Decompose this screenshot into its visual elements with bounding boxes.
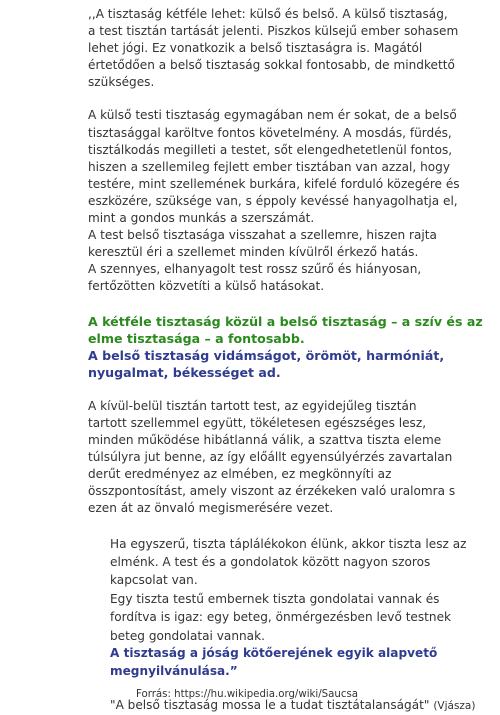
text-line: összpontosítást, amely viszont az érzékeken való uralomra s [88, 484, 456, 499]
text-line: lehet jógi. Ez vonatkozik a belső tisztaságra is. Magától [88, 41, 423, 56]
quote-blue-line: megnyilvánulása.” [110, 663, 238, 678]
source-citation: Forrás: https://hu.wikipedia.org/wiki/Saucsa [136, 689, 359, 700]
text-line: ezen át az önvaló megismerésére vezet. [88, 501, 334, 516]
text-line: derűt eredményez az elmében, ez megkönnyíti az [88, 467, 392, 482]
text-line: hiszen a szellemileg fejlett ember tisztában van azzal, hogy [88, 159, 450, 174]
paragraph-3 [88, 398, 488, 518]
text-line: tisztálkodás megilleti a testet, sőt elengedhetetlenül fontos, [88, 142, 453, 157]
closing-quote-text: "A belső tisztaság mossa le a tudat tisztátalanságát" [110, 698, 430, 713]
paragraph-1 [88, 6, 488, 91]
text-line: értetődően a belső tisztaság sokkal fontosabb, de mindkettő [88, 58, 455, 73]
text-line: A test belső tisztasága visszahat a szellemre, hiszen rajta [88, 228, 437, 243]
highlight-green-line: elme tisztasága – a fontosabb. [88, 330, 305, 346]
text-line: minden működése hibátlanná válik, a szattva tiszta eleme [88, 433, 442, 448]
text-line: testére, mint szellemének burkára, kifelé forduló közegére és [88, 176, 460, 191]
quote-blue-line: A tisztaság a jóság kötőerejének egyik alapvető [110, 645, 438, 660]
quote-line: kapcsolat van. [110, 573, 198, 588]
text-line: mint a gondos munkás a szerszámát. [88, 211, 315, 226]
quote-line: Ha egyszerű, tiszta táplálékokon élünk, akkor tiszta lesz az [110, 536, 467, 551]
text-line: A szennyes, elhanyagolt test rossz szűrő és hiányosan, [88, 262, 422, 277]
quote-block [110, 535, 488, 681]
quote-line: fordítva is igaz: egy beteg, önmérgezésben levő testnek [110, 610, 452, 625]
text-line: A külső testi tisztaság egymagában nem ér sokat, de a belső [88, 108, 457, 123]
text-line: A kívül-belül tisztán tartott test, az egyidejűleg tisztán [88, 398, 417, 413]
text-line: túlsúlyra jut benne, az így előállt egyensúlyérzés zavartalan [88, 450, 453, 465]
quote-line: elménk. A test és a gondolatok között nagyon szoros [110, 554, 431, 569]
closing-attribution: (Vjásza) [433, 700, 476, 713]
article [88, 6, 488, 715]
text-line: eszközére, szüksége van, s éppoly kevéssé hanyagolhatja el, [88, 193, 458, 208]
text-line: a test tisztán tartását jelenti. Piszkos külsejű ember sohasem [88, 24, 459, 39]
highlight-blue-line: nyugalmat, békességet ad. [88, 364, 281, 380]
text-line: tartott szellemmel együtt, tökéletesen egészséges lesz, [88, 415, 427, 430]
highlight-green-line: A kétféle tisztaság közül a belső tisztaság – a szív és az [88, 313, 483, 329]
text-line: fertőzötten közvetíti a külső hatásokat. [88, 279, 325, 294]
quote-line: Egy tiszta testű embernek tiszta gondolatai vannak és [110, 591, 440, 606]
quote-line: beteg gondolatai vannak. [110, 628, 265, 643]
highlight-block [88, 313, 488, 381]
paragraph-2 [88, 107, 488, 295]
text-line: keresztül éri a szellemet minden kívülről érkező hatás. [88, 245, 419, 260]
text-line: ,,A tisztaság kétféle lehet: külső és belső. A külső tisztaság, [88, 7, 448, 21]
highlight-blue-line: A belső tisztaság vidámságot, örömöt, harmóniát, [88, 347, 445, 363]
text-line: tisztasággal karöltve fontos követelmény. A mosdás, fürdés, [88, 125, 452, 140]
text-line: szükséges. [88, 75, 155, 90]
